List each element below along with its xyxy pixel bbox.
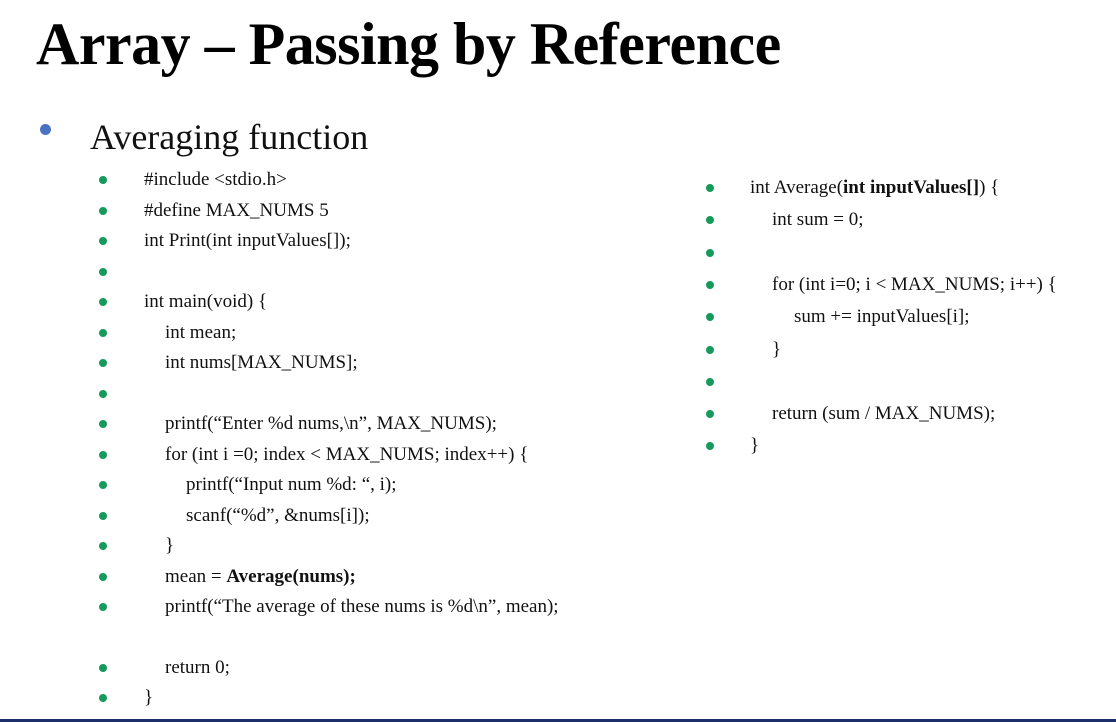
code-bullet bbox=[706, 410, 714, 418]
code-line bbox=[165, 564, 356, 590]
code-text: } bbox=[772, 338, 782, 360]
code-text: scanf(“%d”, &nums[i]); bbox=[186, 504, 370, 526]
code-text: int nums[MAX_NUMS]; bbox=[165, 352, 358, 373]
code-line bbox=[144, 198, 329, 224]
code-bullet bbox=[99, 481, 107, 489]
code-text: int Print(int inputValues[]); bbox=[144, 230, 351, 251]
code-bullet bbox=[99, 176, 107, 184]
code-line bbox=[144, 167, 287, 193]
code-line bbox=[772, 207, 863, 233]
code-text: for (int i=0; i < MAX_NUMS; i++) { bbox=[772, 273, 1057, 295]
code-line bbox=[772, 272, 1057, 298]
code-text-suffix: ) { bbox=[979, 177, 1000, 198]
code-line bbox=[165, 533, 174, 559]
code-line bbox=[186, 503, 370, 529]
code-line bbox=[144, 228, 351, 254]
code-text: } bbox=[165, 535, 175, 556]
main-bullet bbox=[40, 124, 51, 135]
code-text: printf(“Enter %d nums,\n”, MAX_NUMS); bbox=[165, 413, 497, 434]
code-bullet bbox=[706, 346, 714, 354]
code-bullet bbox=[99, 603, 107, 611]
code-bullet bbox=[99, 664, 107, 672]
code-text: #define MAX_NUMS 5 bbox=[144, 199, 329, 221]
code-line bbox=[165, 411, 497, 437]
code-text: for (int i =0; index < MAX_NUMS; index++) { bbox=[165, 443, 529, 465]
code-text: int main(void) { bbox=[144, 291, 268, 312]
code-line bbox=[794, 304, 970, 330]
code-text: return 0; bbox=[165, 656, 230, 678]
code-line bbox=[165, 320, 236, 346]
page-title: Array – Passing by Reference bbox=[36, 11, 781, 77]
code-line bbox=[772, 337, 781, 363]
code-line bbox=[750, 175, 999, 201]
code-bullet bbox=[706, 378, 714, 386]
code-bullet bbox=[706, 216, 714, 224]
code-line bbox=[165, 350, 358, 376]
section-subtitle: Averaging function bbox=[90, 117, 369, 157]
code-text: printf(“Input num %d: “, i); bbox=[186, 474, 397, 495]
code-bullet bbox=[99, 359, 107, 367]
code-text: int Average( bbox=[750, 177, 844, 198]
code-bullet bbox=[706, 249, 714, 257]
code-text: } bbox=[750, 435, 760, 457]
code-text: int mean; bbox=[165, 321, 237, 343]
code-bold-text: int inputValues[] bbox=[843, 177, 980, 198]
code-bullet bbox=[99, 268, 107, 276]
code-bullet bbox=[99, 573, 107, 581]
code-bullet bbox=[99, 207, 107, 215]
code-bullet bbox=[706, 184, 714, 192]
code-bullet bbox=[706, 313, 714, 321]
code-bold-text: Average(nums); bbox=[226, 565, 356, 587]
code-bullet bbox=[706, 442, 714, 450]
code-text: mean = bbox=[165, 565, 227, 587]
code-line bbox=[144, 289, 267, 315]
code-line bbox=[772, 401, 995, 427]
code-text: #include <stdio.h> bbox=[144, 169, 287, 190]
code-text: printf(“The average of these nums is %d\n”, mean); bbox=[165, 596, 559, 617]
code-bullet bbox=[99, 694, 107, 702]
code-line bbox=[144, 685, 153, 711]
code-text: int sum = 0; bbox=[772, 209, 864, 231]
code-line bbox=[165, 594, 559, 620]
code-bullet bbox=[99, 512, 107, 520]
code-bullet bbox=[99, 451, 107, 459]
code-line bbox=[186, 472, 397, 498]
code-bullet bbox=[706, 281, 714, 289]
code-text: } bbox=[144, 687, 154, 708]
code-bullet bbox=[99, 329, 107, 337]
code-bullet bbox=[99, 237, 107, 245]
code-bullet bbox=[99, 390, 107, 398]
code-text: return (sum / MAX_NUMS); bbox=[772, 403, 996, 425]
code-line bbox=[750, 433, 759, 459]
code-text: sum += inputValues[i]; bbox=[794, 306, 970, 328]
code-line bbox=[165, 442, 528, 468]
code-bullet bbox=[99, 420, 107, 428]
code-bullet bbox=[99, 298, 107, 306]
code-line bbox=[165, 655, 230, 681]
code-bullet bbox=[99, 542, 107, 550]
